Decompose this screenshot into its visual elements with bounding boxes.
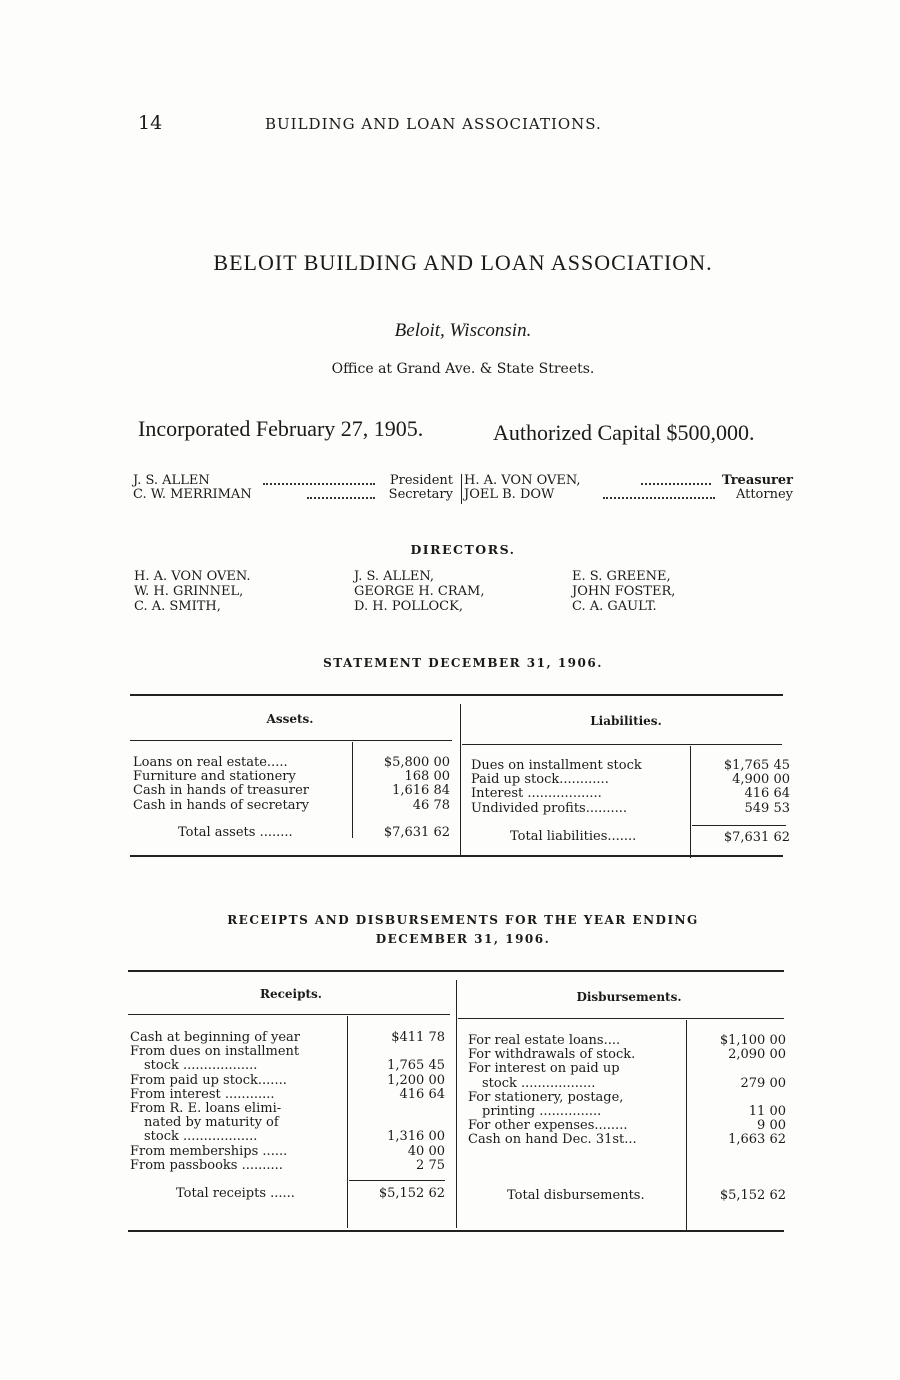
receipt-label: stock ..................	[144, 1129, 258, 1145]
assets-labels	[133, 756, 353, 813]
receipt-label: From memberships ......	[130, 1143, 288, 1159]
liabilities-labels	[471, 759, 689, 816]
disbursements-total-amount: $5,152 62	[719, 1188, 786, 1203]
statement-heading: STATEMENT DECEMBER 31, 1906.	[323, 656, 603, 670]
receipts-amounts	[350, 1031, 445, 1173]
receipt-amount: 1,316 00	[387, 1129, 445, 1145]
disbursement-label: For withdrawals of stock.	[468, 1047, 636, 1063]
receipts-total-label: Total receipts ......	[176, 1186, 295, 1201]
liability-amount: 416 64	[744, 786, 790, 802]
incorporation-date: Incorporated February 27, 1905.	[138, 416, 424, 441]
disbursement-amount: 11 00	[748, 1103, 786, 1119]
asset-amount: $5,800 00	[383, 755, 450, 770]
asset-label: Cash in hands of secretary	[133, 797, 310, 813]
disbursement-amount: 1,663 62	[728, 1132, 786, 1148]
officer-role: Treasurer	[721, 473, 793, 488]
page-number: 14	[138, 112, 163, 134]
director-name: D. H. POLLOCK,	[354, 599, 463, 614]
receipt-amount: 2 75	[416, 1157, 445, 1173]
column-divider	[690, 746, 691, 858]
officer-row	[133, 488, 793, 502]
disbursements-amounts	[690, 1034, 786, 1148]
directors-heading: DIRECTORS.	[410, 542, 516, 557]
asset-label: Furniture and stationery	[133, 769, 296, 785]
directors-column	[354, 569, 485, 614]
receipt-amount	[350, 1116, 445, 1130]
receipts-labels	[130, 1031, 348, 1173]
officer-name: J. S. ALLEN	[133, 473, 210, 488]
asset-amount: 46 78	[412, 797, 450, 813]
table-rule	[458, 1018, 784, 1019]
liabilities-total-label: Total liabilities.......	[510, 829, 637, 844]
receipts-header: Receipts.	[260, 987, 322, 1001]
assets-total-amount: $7,631 62	[383, 825, 450, 840]
assets-amounts	[355, 756, 450, 813]
receipt-label: From paid up stock.......	[130, 1072, 287, 1088]
column-divider	[460, 704, 461, 856]
leader-dots	[307, 488, 375, 499]
table-rule	[130, 694, 783, 696]
table-rule	[462, 744, 782, 745]
receipts-heading-line1: RECEIPTS AND DISBURSEMENTS FOR THE YEAR ENDING	[227, 913, 699, 927]
receipts-heading-line2: DECEMBER 31, 1906.	[375, 932, 551, 946]
total-rule	[692, 825, 786, 826]
disbursement-label: For real estate loans....	[468, 1033, 621, 1048]
asset-label: Cash in hands of treasurer	[133, 783, 309, 799]
receipt-label: From interest ............	[130, 1086, 275, 1102]
director-name: W. H. GRINNEL,	[134, 584, 244, 599]
receipt-amount: 40 00	[407, 1143, 445, 1159]
disbursement-amount: $1,100 00	[719, 1033, 786, 1048]
disbursement-amount	[690, 1062, 786, 1076]
liability-amount: 549 53	[744, 800, 790, 816]
liabilities-header: Liabilities.	[590, 714, 662, 728]
officer-role: Attorney	[735, 487, 793, 502]
receipt-amount: 1,765 45	[387, 1058, 445, 1074]
director-name: GEORGE H. CRAM,	[354, 584, 485, 599]
total-rule	[349, 1180, 445, 1181]
receipt-label: From R. E. loans elimi-	[130, 1100, 282, 1116]
director-name: JOHN FOSTER,	[572, 584, 676, 599]
liability-label: Interest ..................	[471, 786, 602, 802]
authorized-capital: Authorized Capital $500,000.	[493, 420, 755, 445]
column-divider	[686, 1020, 687, 1230]
table-rule	[130, 855, 783, 857]
officer-divider	[461, 474, 462, 504]
receipt-amount: 416 64	[399, 1086, 445, 1102]
officer-name: C. W. MERRIMAN	[133, 487, 252, 502]
disbursement-amount	[690, 1091, 786, 1105]
director-name: C. A. SMITH,	[134, 599, 221, 614]
receipt-label: From dues on installment	[130, 1044, 300, 1060]
leader-dots	[263, 474, 375, 485]
receipt-label: nated by maturity of	[144, 1115, 279, 1131]
disbursement-label: stock ..................	[482, 1075, 596, 1091]
receipt-label: stock ..................	[144, 1058, 258, 1074]
liability-label: Undivided profits..........	[471, 800, 628, 816]
association-name: BELOIT BUILDING AND LOAN ASSOCIATION.	[213, 250, 713, 275]
disbursements-labels	[468, 1034, 686, 1148]
disbursement-amount: 2,090 00	[728, 1047, 786, 1063]
table-rule	[128, 1014, 450, 1015]
disbursements-total-label: Total disbursements.	[507, 1188, 645, 1203]
receipt-amount	[350, 1045, 445, 1059]
leader-dots	[641, 474, 711, 485]
receipt-label: Cash at beginning of year	[130, 1030, 300, 1045]
assets-header: Assets.	[266, 712, 314, 726]
receipt-amount	[350, 1102, 445, 1116]
receipt-amount: 1,200 00	[387, 1072, 445, 1088]
officer-role: President	[389, 473, 453, 488]
disbursement-label: For stationery, postage,	[468, 1089, 624, 1105]
director-name: E. S. GREENE,	[572, 569, 671, 584]
disbursement-label: Cash on hand Dec. 31st...	[468, 1132, 637, 1148]
assets-total-label: Total assets ........	[178, 825, 293, 840]
officer-row	[133, 474, 793, 488]
receipt-amount: $411 78	[391, 1030, 445, 1045]
running-title: BUILDING AND LOAN ASSOCIATIONS.	[265, 115, 602, 133]
association-city: Beloit, Wisconsin.	[394, 320, 532, 341]
table-rule	[128, 970, 784, 972]
officer-role: Secretary	[388, 487, 453, 502]
leader-dots	[603, 488, 715, 499]
asset-label: Loans on real estate.....	[133, 755, 288, 770]
column-divider	[456, 980, 457, 1228]
table-rule	[128, 1230, 784, 1232]
director-name: C. A. GAULT.	[572, 599, 657, 614]
liability-amount: 4,900 00	[732, 772, 790, 788]
disbursement-label: For interest on paid up	[468, 1061, 620, 1077]
asset-amount: 168 00	[404, 769, 450, 785]
liability-label: Dues on installment stock	[471, 758, 642, 773]
asset-amount: 1,616 84	[392, 783, 450, 799]
disbursement-amount: 279 00	[740, 1075, 786, 1091]
director-name: H. A. VON OVEN.	[134, 569, 251, 584]
disbursement-label: printing ...............	[482, 1103, 602, 1119]
officer-name: JOEL B. DOW	[464, 487, 555, 502]
liabilities-amounts	[694, 759, 790, 816]
disbursement-label: For other expenses........	[468, 1118, 628, 1134]
receipt-label: From passbooks ..........	[130, 1157, 283, 1173]
officer-name: H. A. VON OVEN,	[464, 473, 581, 488]
liability-amount: $1,765 45	[723, 758, 790, 773]
disbursement-amount: 9 00	[757, 1118, 786, 1134]
disbursements-header: Disbursements.	[576, 990, 682, 1004]
directors-column	[134, 569, 251, 614]
liability-label: Paid up stock............	[471, 772, 609, 788]
director-name: J. S. ALLEN,	[354, 569, 434, 584]
office-address: Office at Grand Ave. & State Streets.	[331, 361, 595, 377]
receipts-total-amount: $5,152 62	[378, 1186, 445, 1201]
directors-column	[572, 569, 675, 614]
table-rule	[130, 740, 452, 741]
liabilities-total-amount: $7,631 62	[723, 830, 790, 845]
